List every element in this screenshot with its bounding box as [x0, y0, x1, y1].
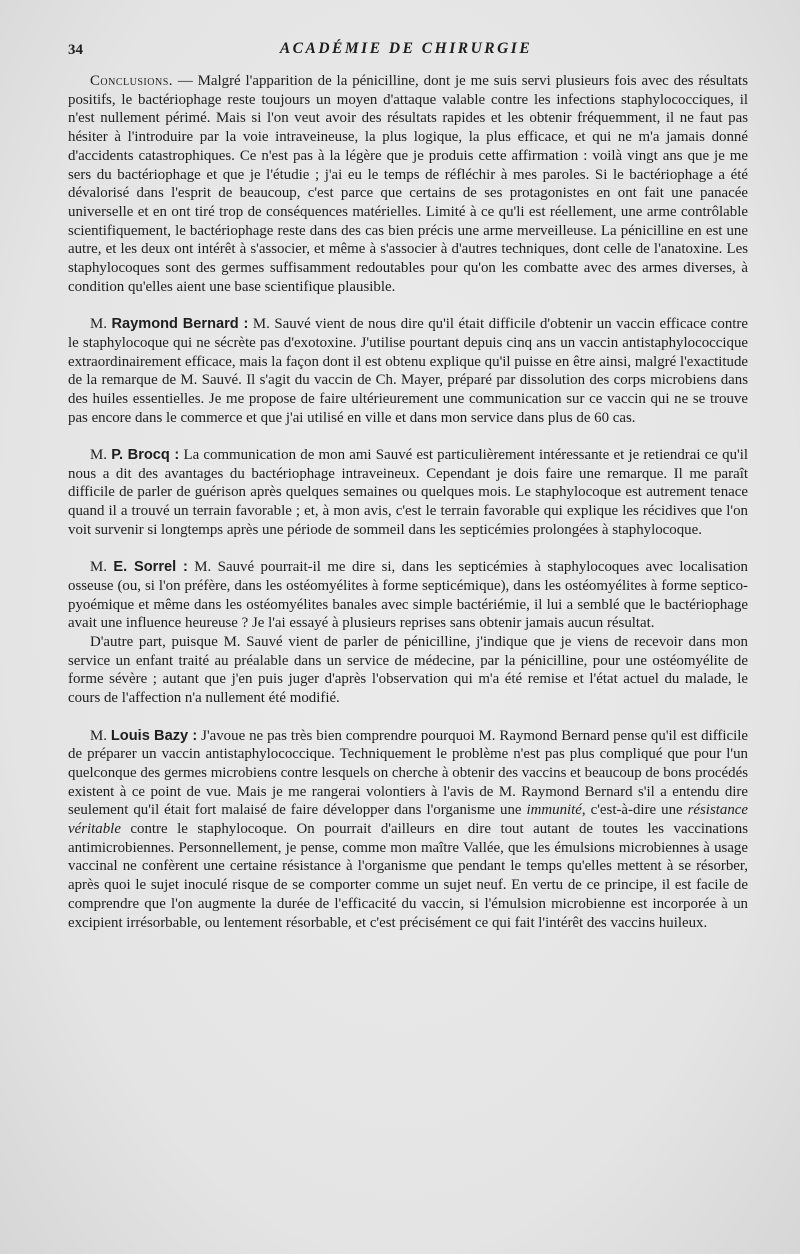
speaker-name: Raymond Bernard : [111, 316, 249, 333]
body-text [68, 72, 748, 932]
paragraph-conclusions [68, 72, 748, 296]
speaker-prefix: M. [90, 727, 111, 744]
paragraph-text: contre le staphylocoque. On pourrait d'ailleurs en dire tout autant de toutes les vaccinations antimicrobiennes. Personnellement, je pense, comme mon maître Vallée, que les émulsions microbiennes à usage vaccinal ne confèrent une certaine résistance à l'organisme que pendant le temps qu'elles mettent à se résorber, après quoi le sujet inoculé risque de se comporter comme un sujet neuf. En vertu de ce principe, il est facile de comprendre que l'on augmente la durée de l'efficacité du vaccin, si l'émulsion microbienne est incorporée à un excipient irrésorbable, ou lentement résorbable, et c'est précisément ce qui fait l'intérêt des vaccins huileux. [68, 821, 748, 931]
paragraph-text: D'autre part, puisque M. Sauvé vient de parler de pénicilline, j'indique que je viens de recevoir dans mon service un enfant traité au préalable dans un service de médecine, par la pénicilline, pour une ostéomyélite de forme sévère ; autant que j'en puis juger d'après l'observation qui m'a été remise et l'état actuel du malade, le cours de l'affection n'a nullement été modifié. [68, 634, 748, 707]
emphasis-resistance: résistance véritable [68, 802, 748, 838]
running-title: ACADÉMIE DE CHIRURGIE [279, 40, 533, 57]
paragraph-text: La communication de mon ami Sauvé est particulièrement intéressante et je retiendrai ce qu'il nous a dit des avantages du bactériophage intraveineux. Cependant je dois faire une remarque. Il me paraît difficile de parler de guérison après quelques semaines ou quelques mois. Le staphylocoque est autrement tenace quand il a trouvé un terrain favorable ; et, à mon avis, c'est le terrain favorable qui explique les récidives que l'on voit survenir si longtemps après une période de sommeil dans les septicémies prolongées à staphylocoque. [68, 447, 749, 538]
speaker-prefix: M. [90, 447, 112, 464]
speaker-name: E. Sorrel : [113, 559, 188, 576]
paragraph-e-sorrel-continued [68, 633, 748, 708]
page-header [68, 40, 744, 64]
emphasis-immunite: immunité [526, 802, 582, 819]
paragraph-text: M. Sauvé pourrait-il me dire si, dans les septicémies à staphylocoques avec localisation osseuse (ou, si l'on préfère, dans les ostéomyélites à forme septicémique), dans les ostéomyélites à forme septico-pyoémique et même dans les ostéomyélites banales avec simple bactériémie, il lui a semblé que le bactériophage avait une influence heureuse ? Je l'ai essayé à plusieurs reprises sans obtenir jamais aucun résultat. [68, 559, 749, 632]
section-lead: Conclusions. [90, 73, 173, 89]
paragraph-text: — Malgré l'apparition de la pénicilline, dont je me suis servi plusieurs fois avec des résultats positifs, le bactériophage reste toujours un moyen d'attaque valable contre les infections staphylococciques, il n'est nullement périmé. Mais si l'on veut avoir des résultats rapides et les obtenir fréquemment, il ne faut pas hésiter à l'introduire par la voie intraveineuse, la plus logique, la plus efficace, et qui ne m'a jamais donné d'accidents catastrophiques. Ce n'est pas à la légère que je produis cette affirmation : voilà vingt ans que je me sers du bactériophage et que je l'étudie ; j'ai eu le temps de réfléchir à mes paroles. Si le bactériophage a été dévalorisé dans l'esprit de beaucoup, c'est parce que certains de ses protagonistes en ont fait une panacée universelle et en ont tiré trop de conséquences matérielles. Limité à ce qu'li est réellement, une arme contrôlable scientifiquement, le bactériophage reste dans des cas bien précis une arme merveilleuse. La pénicilline en est une autre, et les deux ont intérêt à s'associer, et même à s'associer à d'autres techniques, dont celle de l'anatoxine. Les staphylocoques sont des germes suffisamment redoutables pour qu'on les combatte avec des armes diverses, à condition qu'elles aient une base scientifique plausible. [68, 73, 748, 295]
paragraph-p-brocq [68, 446, 748, 540]
page-number: 34 [68, 42, 83, 58]
paragraph-text: J'avoue ne pas très bien comprendre pourquoi M. Raymond Bernard pense qu'il est difficile de préparer un vaccin antistaphylococcique. Techniquement le problème n'est pas plus compliqué que pour l'un quelconque des germes microbiens contre lesquels on cherche à obtenir des vaccins et beaucoup de bons procédés existent à ce point de vue. Mais je me rangerai volontiers à l'avis de M. Raymond Bernard s'il a entendu dire seulement qu'il était fort malaisé de faire développer dans l'organisme une [68, 727, 749, 819]
paragraph-text: , c'est-à-dire une [581, 802, 688, 819]
paragraph-raymond-bernard [68, 315, 748, 427]
speaker-prefix: M. [90, 559, 114, 576]
speaker-prefix: M. [90, 316, 112, 333]
paragraph-text: M. Sauvé vient de nous dire qu'il était difficile d'obtenir un vaccin efficace contre le staphylocoque qui ne sécrète pas d'exotoxine. J'utilise pourtant depuis cinq ans un vaccin antistaphylococcique extraordinairement efficace, mais la façon dont il est obtenu explique qu'il puisse en être ainsi, malgré l'exactitude de la remarque de M. Sauvé. Il s'agit du vaccin de Ch. Mayer, préparé par dissolution des corps microbiens dans des huiles essentielles. Je me propose de faire ultérieurement une communication sur ce vaccin qui ne se trouve pas encore dans le commerce et que j'ai utilisé en ville et dans mon service dans plus de 60 cas. [68, 316, 748, 426]
paragraph-e-sorrel [68, 558, 748, 633]
paragraph-louis-bazy [68, 727, 748, 933]
speaker-name: P. Brocq : [111, 447, 180, 464]
speaker-name: Louis Bazy : [110, 727, 198, 744]
